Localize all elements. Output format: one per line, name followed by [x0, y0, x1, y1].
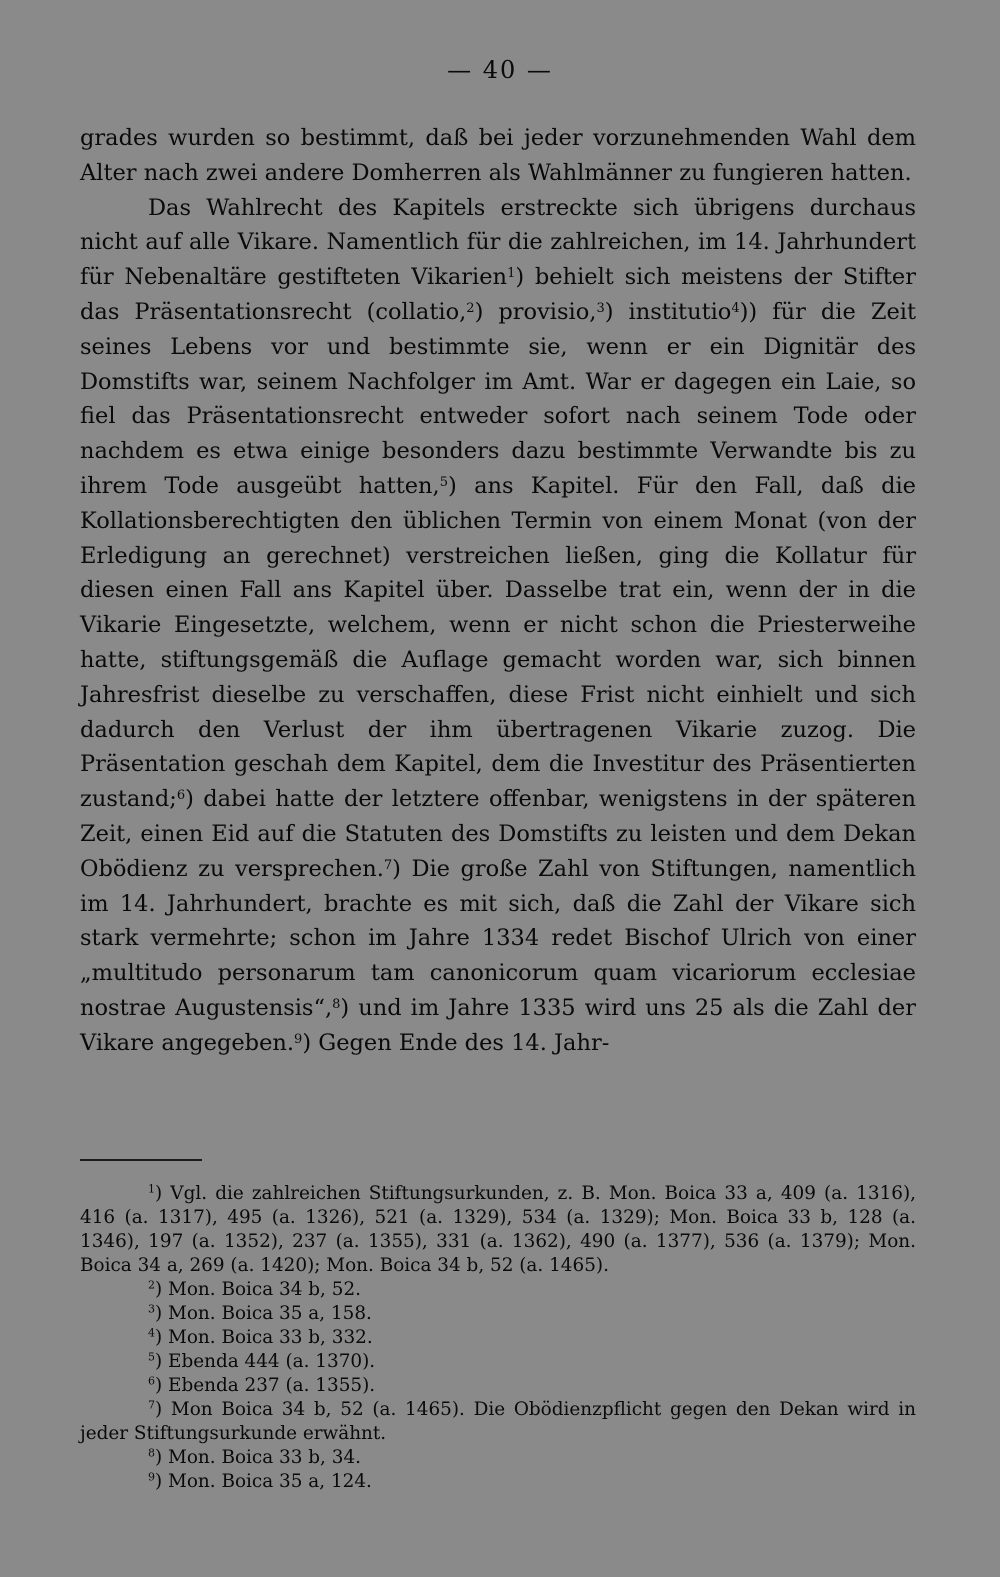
- footnote-mark: 7: [148, 1398, 155, 1412]
- footnote: [80, 1470, 916, 1494]
- page-number: — 40 —: [447, 56, 553, 84]
- footnote-text: ) Ebenda 444 (a. 1370).: [155, 1351, 376, 1372]
- footnote-reference: 4: [731, 300, 740, 316]
- footnote-reference: 1: [507, 266, 516, 282]
- footnote-mark: 2: [148, 1278, 155, 1292]
- text-segment: )) für die Zeit seines Lebens vor und bestimmte sie, wenn er ein Dignitär des Domstifts war, seinem Nachfolger im Amt. War er dagegen ein Laie, so fiel das Präsentationsrecht entweder sofort nach seinem Tode oder nachdem es etwa einige besonders dazu bestimmte Verwandte bis zu ihrem Tode ausgeübt hatten,: [80, 298, 917, 499]
- footnote-mark: 1: [148, 1182, 155, 1196]
- text-segment: ) provisio,: [474, 298, 597, 325]
- text-segment: ) behielt sich meistens der Stifter das Präsentationsrecht (collatio,: [80, 264, 916, 325]
- footnote-text: ) Mon. Boica 35 a, 124.: [155, 1471, 372, 1492]
- footnote-text: ) Mon Boica 34 b, 52 (a. 1465). Die Obödienzpflicht gegen den Dekan wird in jeder Stiftungsurkunde erwähnt.: [80, 1399, 916, 1444]
- footnote-reference: 2: [466, 300, 475, 316]
- footnote-reference: 3: [596, 300, 605, 316]
- footnote: [80, 1302, 916, 1326]
- text-segment: grades wurden so bestimmt, daß bei jeder vorzunehmenden Wahl dem Alter nach zwei andere Domherren als Wahlmänner zu fungieren hatten.: [80, 125, 916, 186]
- main-text: [80, 121, 916, 1061]
- text-segment: Das Wahlrecht des Kapitels erstreckte sich übrigens durchaus nicht auf alle Vikare. Namentlich für die zahlreichen, im 14. Jahrhundert für Nebenaltäre gestifteten Vikarien: [80, 194, 916, 291]
- footnote-mark: 4: [148, 1326, 155, 1340]
- footnote: [80, 1350, 916, 1374]
- text-segment: ) ans Kapitel. Für den Fall, daß die Kollationsberechtigten den üblichen Termin von einem Monat (von der Erledigung an gerechnet) verstreichen ließen, ging die Kollatur für diesen einen Fall ans Kapitel über. Dasselbe trat ein, wenn der in die Vikarie Eingesetzte, welchem, wenn er nicht schon die Priesterweihe hatte, stiftungsgemäß die Auflage gemacht worden war, sich binnen Jahresfrist dieselbe zu verschaffen, diese Frist nicht einhielt und sich dadurch den Verlust der ihm übertragenen Vikarie zuzog. Die Präsentation geschah dem Kapitel, dem die Investitur des Präsentierten zustand;: [80, 472, 916, 813]
- text-segment: ) Die große Zahl von Stiftungen, namentlich im 14. Jahrhundert, brachte es mit sich, daß die Zahl der Vikare sich stark vermehrte; schon im Jahre 1334 redet Bischof Ulrich von einer „multitudo personarum tam canonicorum quam vicariorum ecclesiae nostrae Augustensis“,: [80, 855, 916, 1021]
- footnote-text: ) Mon. Boica 33 b, 332.: [155, 1327, 373, 1348]
- footnote: [80, 1278, 916, 1302]
- footnote-text: ) Vgl. die zahlreichen Stiftungsurkunden, z. B. Mon. Boica 33 a, 409 (a. 1316), 416 (a. 1317), 495 (a. 1326), 521 (a. 1329), 534 (a. 1329); Mon. Boica 33 b, 128 (a. 1346), 197 (a. 1352), 237 (a. 1355), 331 (a. 1362), 490 (a. 1377), 536 (a. 1379); Mon. Boica 34 a, 269 (a. 1420); Mon. Boica 34 b, 52 (a. 1465).: [80, 1183, 916, 1276]
- footnote-mark: 9: [148, 1470, 155, 1484]
- footnote-separator: [80, 1159, 202, 1161]
- footnote-text: ) Mon. Boica 33 b, 34.: [155, 1447, 361, 1468]
- text-segment: ) und im Jahre 1335 wird uns 25 als die Zahl der Vikare angegeben.: [80, 994, 916, 1056]
- footnote-reference: 8: [332, 996, 341, 1012]
- footnote: [80, 1398, 916, 1446]
- footnote-text: ) Mon. Boica 34 b, 52.: [155, 1279, 361, 1300]
- paragraph: [80, 191, 916, 1061]
- text-segment: ) institutio: [604, 298, 732, 325]
- footnotes: [80, 1182, 916, 1494]
- footnote: [80, 1182, 916, 1278]
- text-segment: ) dabei hatte der letztere offenbar, wenigstens in der späteren Zeit, einen Eid auf die Statuten des Domstifts zu leisten und dem Dekan Obödienz zu versprechen.: [80, 786, 916, 882]
- paragraph: [80, 121, 916, 191]
- footnote: [80, 1374, 916, 1398]
- footnote: [80, 1446, 916, 1470]
- footnote-text: ) Mon. Boica 35 a, 158.: [155, 1303, 372, 1324]
- footnote: [80, 1326, 916, 1350]
- footnote-mark: 5: [148, 1350, 155, 1364]
- footnote-mark: 6: [148, 1374, 155, 1388]
- footnote-reference: 6: [176, 788, 186, 803]
- text-segment: ) Gegen Ende des 14. Jahr-: [302, 1029, 610, 1056]
- footnote-reference: 7: [383, 857, 393, 873]
- footnote-mark: 3: [148, 1302, 155, 1316]
- footnote-mark: 8: [148, 1446, 155, 1460]
- footnote-reference: 9: [294, 1031, 303, 1047]
- footnote-text: ) Ebenda 237 (a. 1355).: [155, 1375, 376, 1396]
- footnote-reference: 5: [439, 474, 448, 490]
